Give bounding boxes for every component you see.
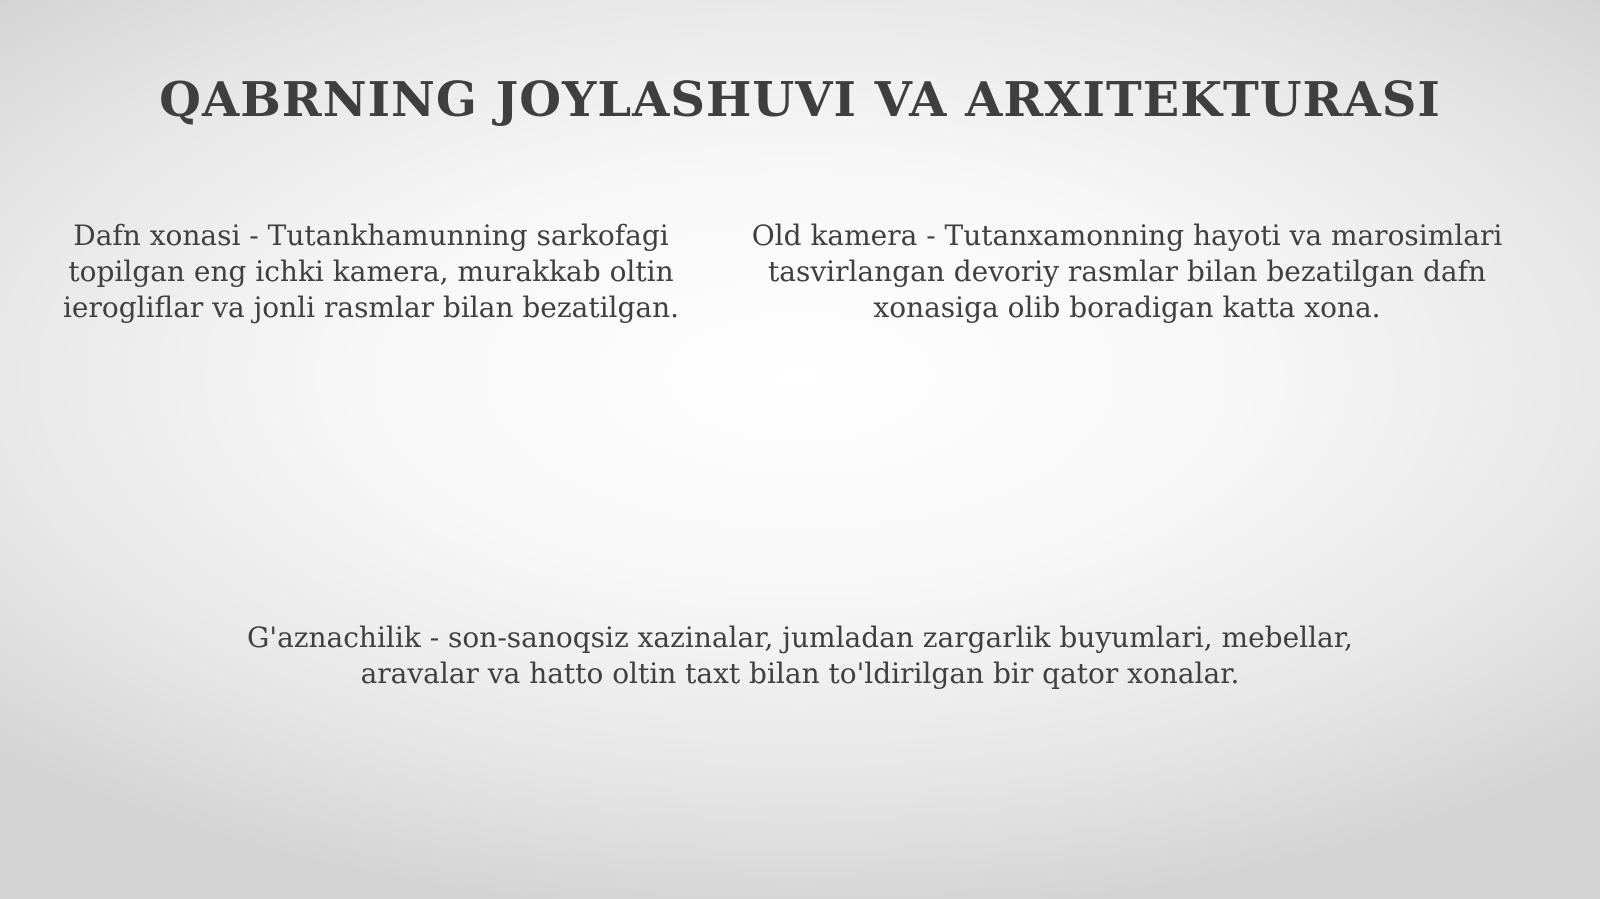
antechamber-text: Old kamera - Tutanxamonning hayoti va marosimlari tasvirlangan devoriy rasmlar bilan bezatilgan dafn xonasiga olib boradigan katta xona.	[751, 219, 1503, 324]
burial-chamber-text: Dafn xonasi - Tutankhamunning sarkofagi topilgan eng ichki kamera, murakkab oltin ierogliflar va jonli rasmlar bilan bezatilgan.	[62, 219, 680, 324]
slide-title: QABRNING JOYLASHUVI VA ARXITEKTURASI	[159, 72, 1441, 128]
treasury-text: G'aznachilik - son-sanoqsiz xazinalar, jumladan zargarlik buyumlari, mebellar, aravalar va hatto oltin taxt bilan to'ldirilgan bir qator xonalar.	[247, 621, 1353, 690]
